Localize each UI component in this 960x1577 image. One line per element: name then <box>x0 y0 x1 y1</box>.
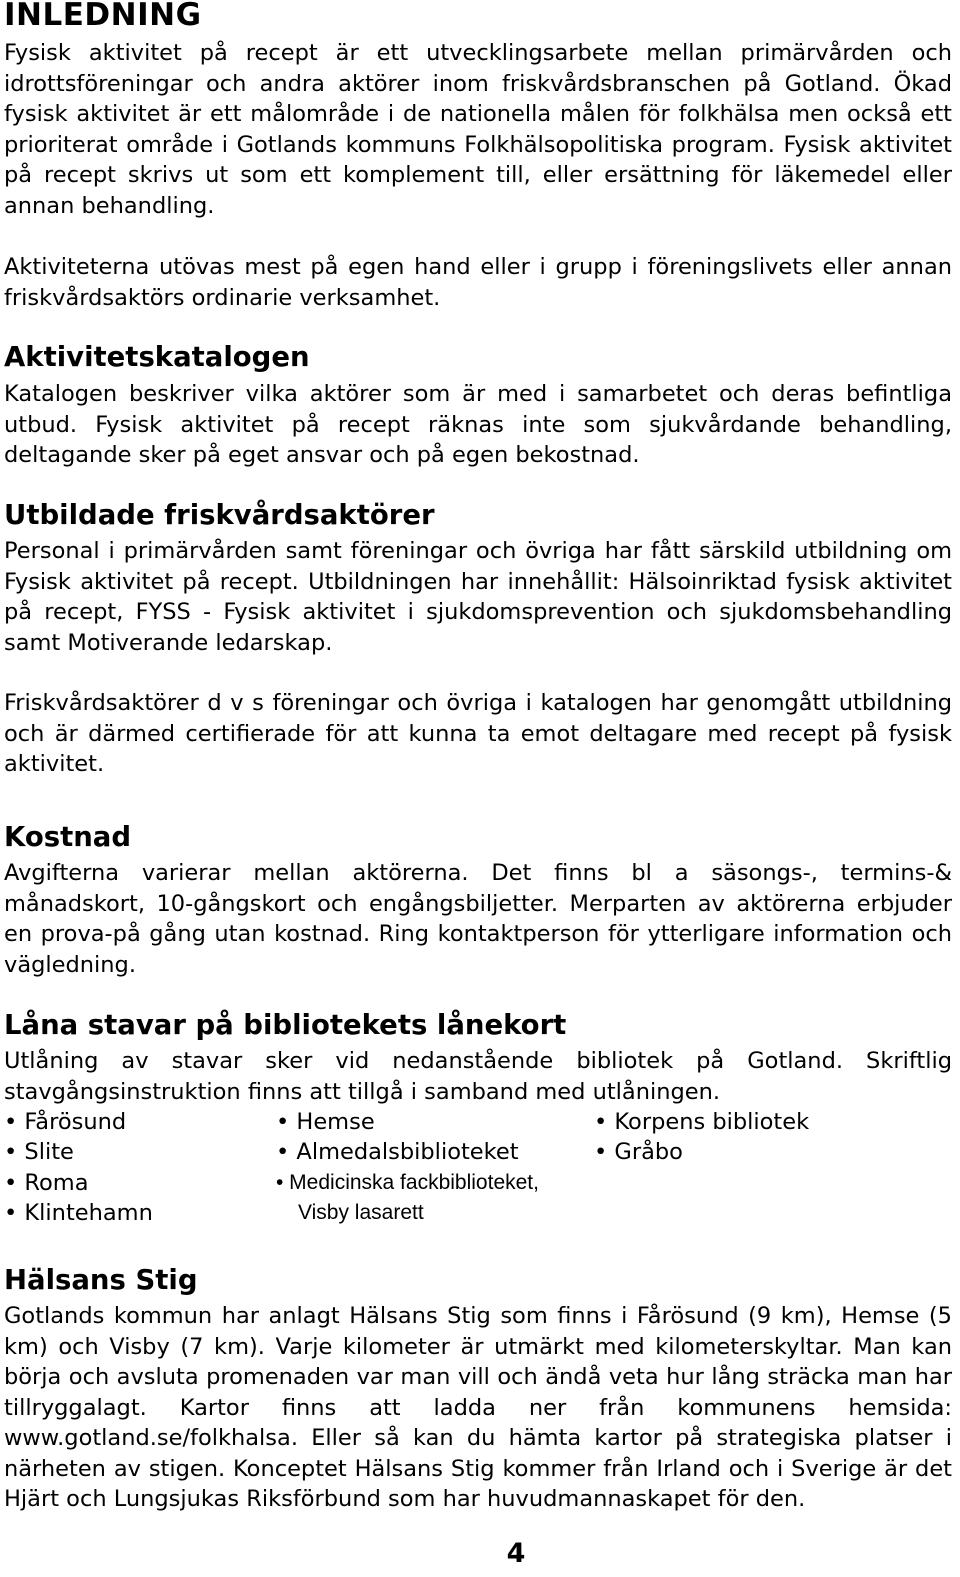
library-list-item: • Gråbo <box>594 1139 683 1166</box>
library-list-item: • Klintehamn <box>4 1200 153 1227</box>
stig-paragraph: Gotlands kommun har anlagt Hälsans Stig som finns i Fårösund (9 km), Hemse (5 km) och Visby (7 km). Varje kilometer är utmärkt med kilometerskyltar. Man kan börja och avsluta promenaden var man vill och ändå veta hur lång sträcka man har tillryggalagt. Kartor finns att ladda ner från kommunens hemsida: www.gotland.se/folkhalsa. Eller så kan du hämta kartor på strategiska platser i närheten av stigen. Konceptet Hälsans Stig kommer från Irland och i Sverige är det Hjärt och Lungsjukas Riksförbund som har huvudmannaskapet för den. <box>4 1303 952 1512</box>
page-number: 4 <box>506 1538 526 1569</box>
library-list-item-continuation: Visby lasarett <box>298 1201 424 1225</box>
lana-paragraph: Utlåning av stavar sker vid nedanstående bibliotek på Gotland. Skriftlig stavgångsinstruktion finns att tillgå i samband med utlåningen. <box>4 1048 952 1105</box>
intro-title: INLEDNING <box>4 0 202 33</box>
library-list-item: • Medicinska fackbiblioteket, <box>276 1170 539 1194</box>
library-list-item: • Almedalsbiblioteket <box>276 1139 519 1166</box>
library-list-item: • Korpens bibliotek <box>594 1109 810 1135</box>
library-list-item: • Fårösund <box>4 1109 127 1135</box>
kostnad-heading: Kostnad <box>4 821 132 853</box>
lana-heading: Låna stavar på bibliotekets lånekort <box>4 1009 567 1041</box>
katalogen-heading: Aktivitetskatalogen <box>4 341 310 373</box>
library-list-item: • Hemse <box>276 1109 375 1135</box>
utbildade-paragraph-2: Friskvårdsaktörer d v s föreningar och övriga i katalogen har genomgått utbildning och är därmed certifierade för att kunna ta emot deltagare med recept på fysisk aktivitet. <box>4 690 952 777</box>
kostnad-paragraph: Avgifterna varierar mellan aktörerna. Det finns bl a säsongs-, termins-& månadskort, 10-gångskort och engångsbiljetter. Merparten av aktörerna erbjuder en prova-på gång utan kostnad. Ring kontaktperson för ytterligare information och vägledning. <box>4 860 952 978</box>
katalogen-paragraph: Katalogen beskriver vilka aktörer som är med i samarbetet och deras befintliga utbud. Fysisk aktivitet på recept räknas inte som sjukvårdande behandling, deltagande sker på eget ansvar och på egen bekostnad. <box>4 381 952 468</box>
library-list-item: • Roma <box>4 1169 89 1196</box>
intro-paragraph-2: Aktiviteterna utövas mest på egen hand eller i grupp i föreningslivets eller annan friskvårdsaktörs ordinarie verksamhet. <box>4 254 952 311</box>
stig-heading: Hälsans Stig <box>4 1264 198 1296</box>
library-list-item: • Slite <box>4 1139 74 1166</box>
utbildade-paragraph-1: Personal i primärvården samt föreningar och övriga har fått särskild utbildning om Fysisk aktivitet på recept. Utbildningen har innehållit: Hälsoinriktad fysisk aktivitet på recept, FYSS - Fysisk aktivitet i sjukdomsprevention och sjukdomsbehandling samt Motiverande ledarskap. <box>4 538 952 656</box>
library-list-col-2 <box>276 1107 539 1229</box>
utbildade-heading: Utbildade friskvårdsaktörer <box>4 499 435 531</box>
library-list-col-1 <box>4 1107 153 1229</box>
library-list-col-3 <box>594 1107 809 1168</box>
intro-paragraph-1: Fysisk aktivitet på recept är ett utvecklingsarbete mellan primärvården och idrottsföreningar och andra aktörer inom friskvårdsbranschen på Gotland. Ökad fysisk aktivitet är ett målområde i de nationella målen för folkhälsa men också ett prioriterat område i Gotlands kommuns Folkhälsopolitiska program. Fysisk aktivitet på recept skrivs ut som ett komplement till, eller ersättning för läkemedel eller annan behandling. <box>4 40 952 219</box>
